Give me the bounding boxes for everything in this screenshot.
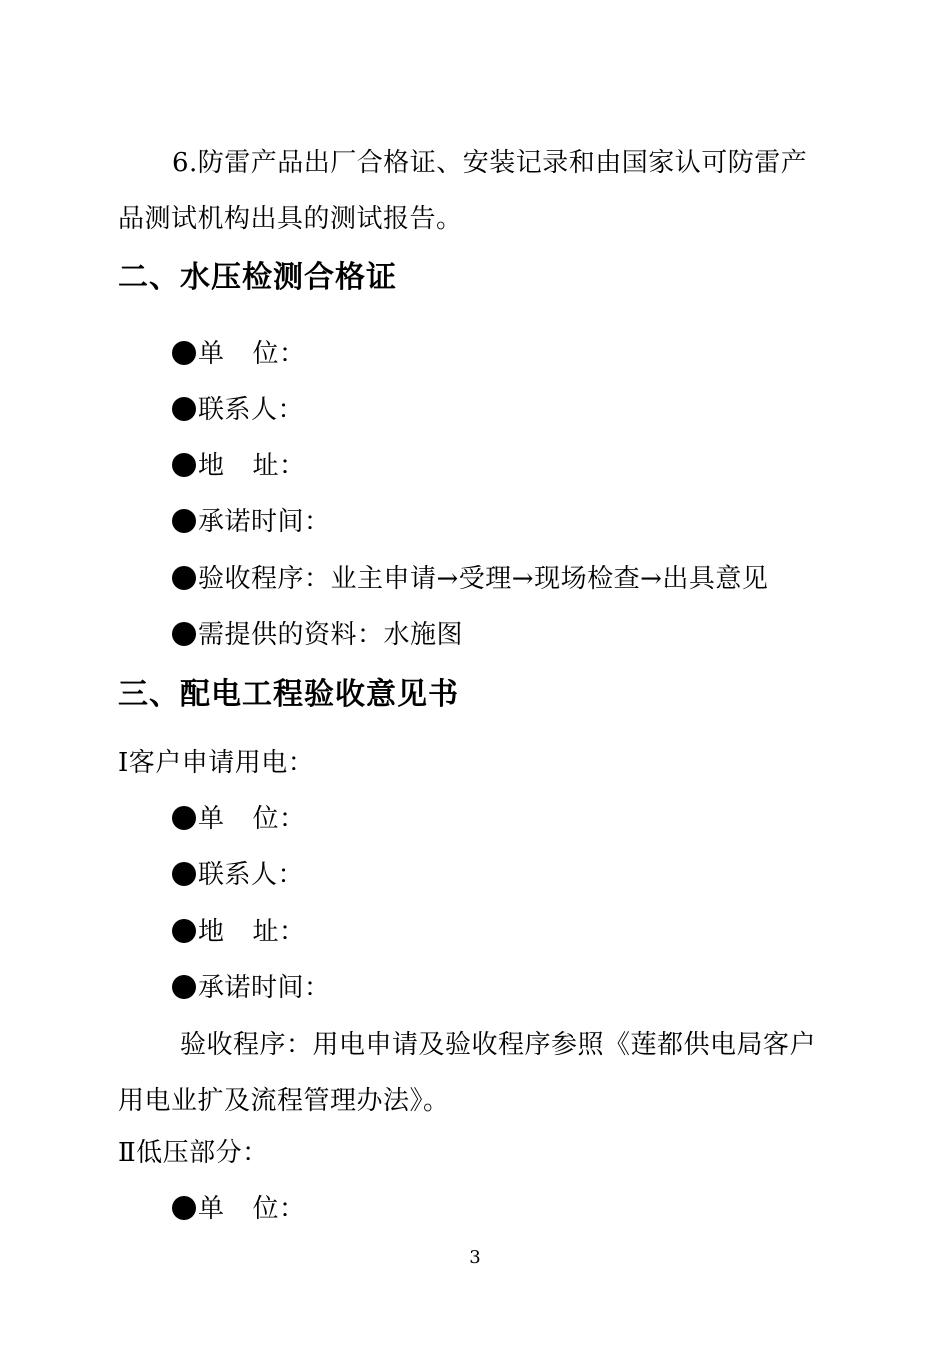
bullet-icon bbox=[172, 806, 196, 830]
promise-time-label: 承诺时间： bbox=[198, 973, 331, 1003]
section-3-contact-item bbox=[172, 858, 304, 892]
section-3-unit-item bbox=[172, 802, 306, 836]
section-3-heading: 三、配电工程验收意见书 bbox=[118, 677, 459, 712]
procedure-line-2: 用电业扩及流程管理办法》。 bbox=[118, 1086, 450, 1116]
address-label-char-1: 地 bbox=[198, 451, 225, 481]
unit-label-char-1: 单 bbox=[198, 804, 225, 834]
unit-label-char-1: 单 bbox=[198, 1194, 225, 1224]
section-2-address-item bbox=[172, 449, 306, 483]
bullet-icon bbox=[172, 509, 196, 533]
bullet-icon bbox=[172, 975, 196, 999]
bullet-icon bbox=[172, 453, 196, 477]
section-2-unit-item bbox=[172, 337, 306, 371]
bullet-icon bbox=[172, 919, 196, 943]
unit-label-char-1: 单 bbox=[198, 339, 225, 369]
unit-label-char-2: 位： bbox=[252, 1194, 306, 1224]
section-3-address-item bbox=[172, 915, 306, 949]
contact-label: 联系人： bbox=[198, 860, 305, 890]
section-2-promise-item bbox=[172, 505, 331, 539]
procedure-line-1: 验收程序：用电申请及验收程序参照《莲都供电局客户 bbox=[180, 1030, 817, 1060]
address-label-char-2: 址： bbox=[252, 451, 306, 481]
materials-text: 需提供的资料：水施图 bbox=[198, 620, 464, 650]
part-2-title: Ⅱ低压部分： bbox=[118, 1138, 269, 1168]
section-2-procedure-item bbox=[172, 562, 768, 596]
unit-label-char-2: 位： bbox=[252, 339, 306, 369]
paragraph-6-line-1: 6.防雷产品出厂合格证、安装记录和由国家认可防雷产 bbox=[172, 148, 808, 178]
section-3-promise-item bbox=[172, 971, 331, 1005]
part-2-unit-item bbox=[172, 1192, 306, 1226]
bullet-icon bbox=[172, 397, 196, 421]
address-label-char-1: 地 bbox=[198, 917, 225, 947]
unit-label-char-2: 位： bbox=[252, 804, 306, 834]
bullet-icon bbox=[172, 341, 196, 365]
procedure-text: 验收程序：业主申请→受理→现场检查→出具意见 bbox=[198, 564, 769, 594]
section-2-contact-item bbox=[172, 393, 304, 427]
section-2-materials-item bbox=[172, 618, 463, 652]
paragraph-6-line-2: 品测试机构出具的测试报告。 bbox=[118, 204, 463, 234]
promise-time-label: 承诺时间： bbox=[198, 507, 331, 537]
bullet-icon bbox=[172, 862, 196, 886]
section-2-heading: 二、水压检测合格证 bbox=[118, 260, 397, 295]
address-label-char-2: 址： bbox=[252, 917, 306, 947]
bullet-icon bbox=[172, 566, 196, 590]
contact-label: 联系人： bbox=[198, 395, 305, 425]
bullet-icon bbox=[172, 622, 196, 646]
part-1-title: Ⅰ客户申请用电： bbox=[118, 748, 315, 778]
page-number: 3 bbox=[469, 1247, 481, 1268]
bullet-icon bbox=[172, 1196, 196, 1220]
